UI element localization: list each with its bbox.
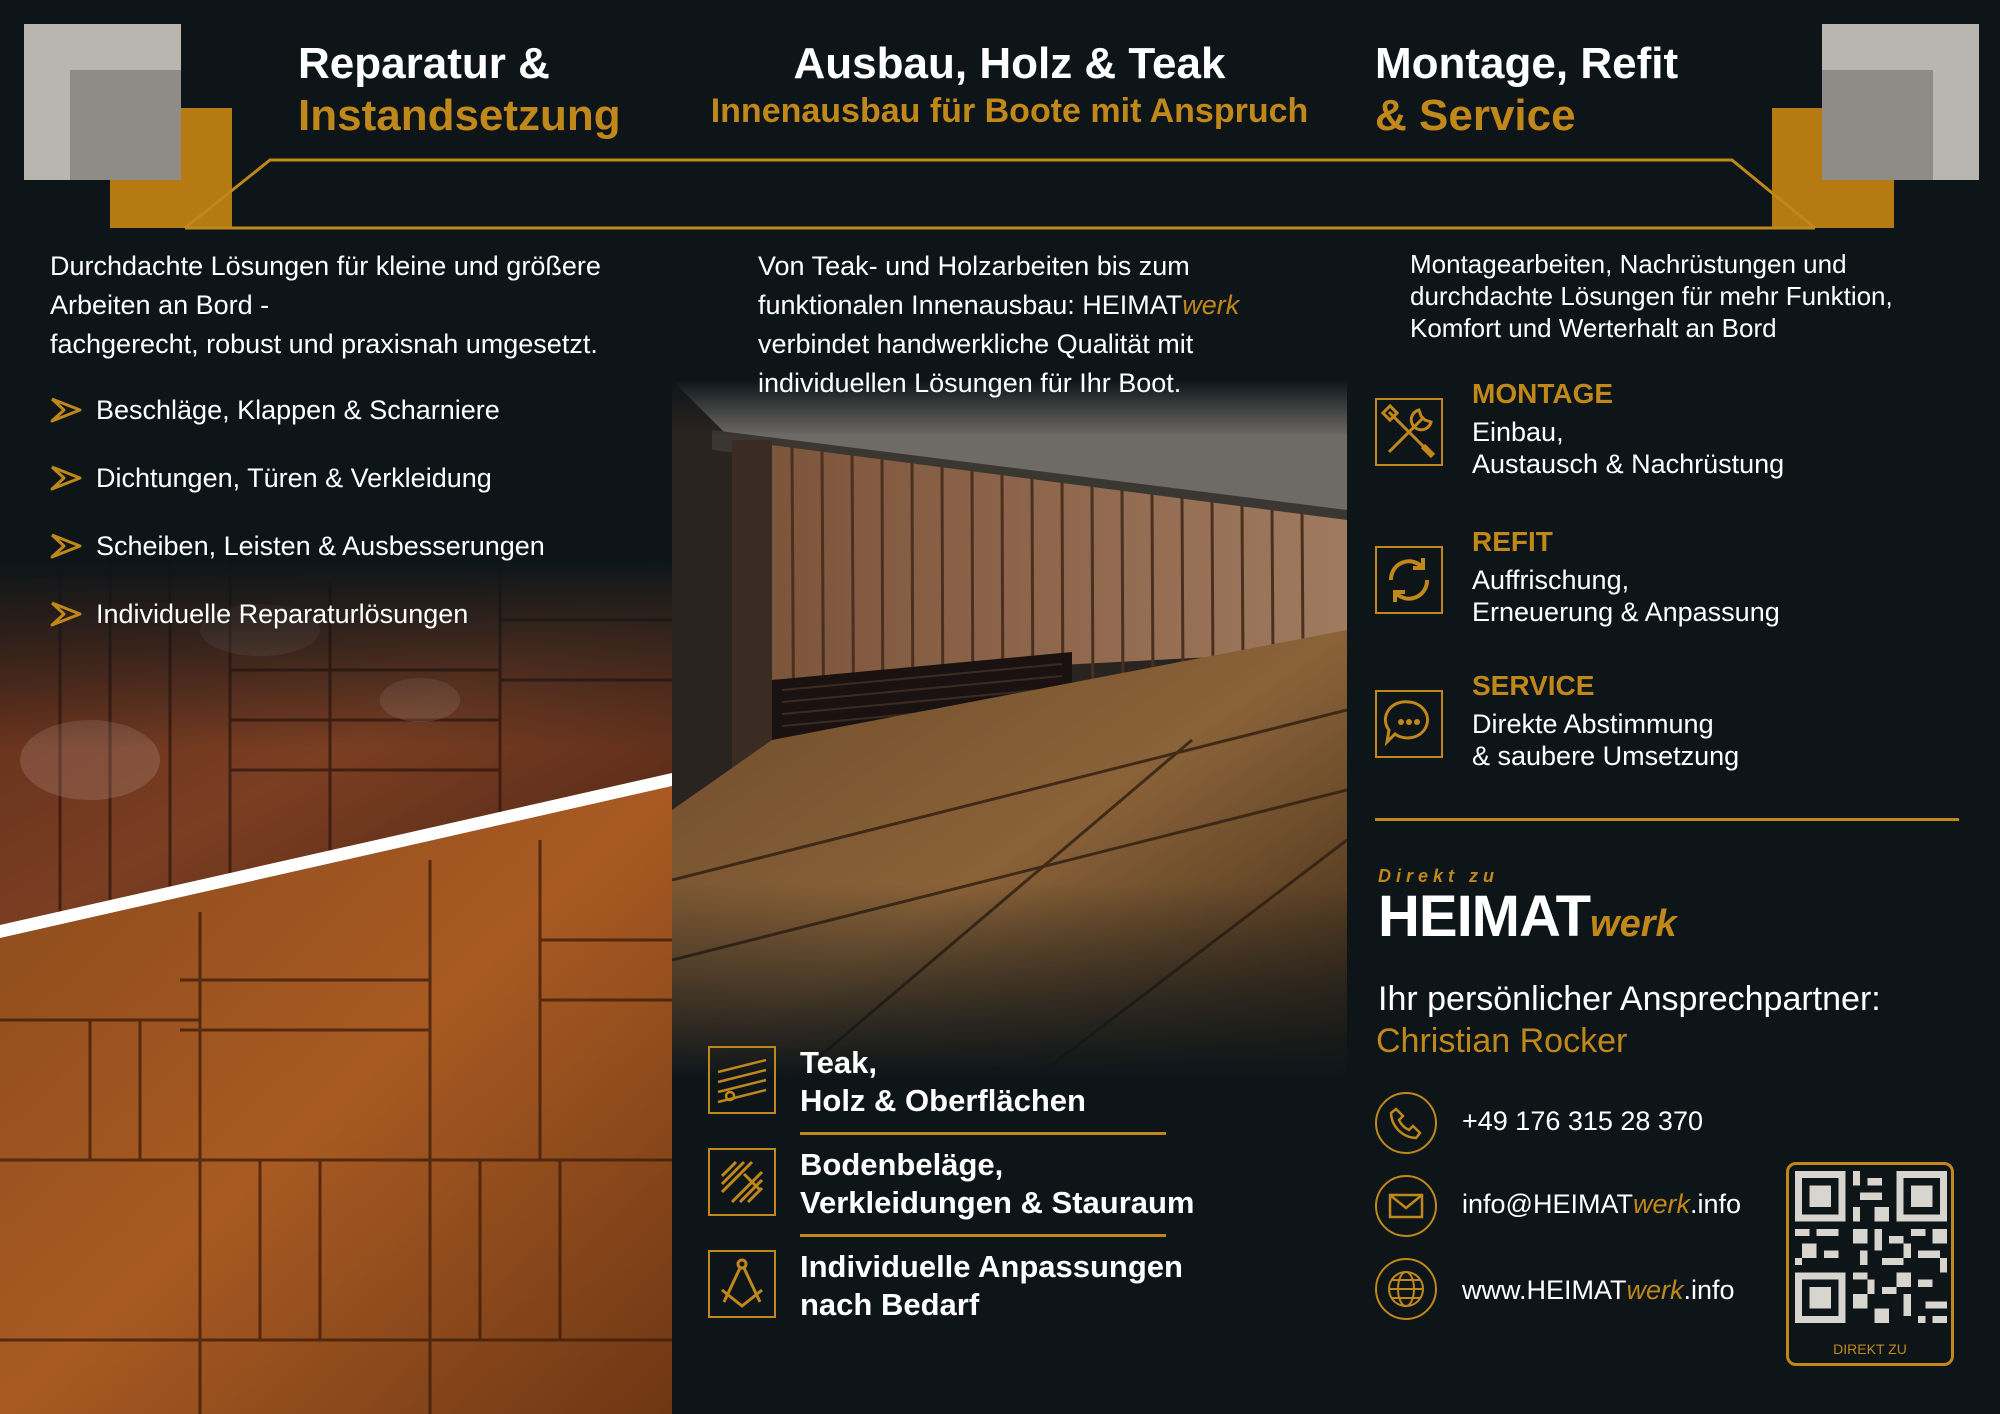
feature-line: Austausch & Nachrüstung — [1472, 449, 1785, 479]
wood-planks-icon — [708, 1046, 776, 1114]
right-intro-line: Montagearbeiten, Nachrüstungen und — [1410, 249, 1847, 279]
tools-icon — [1375, 398, 1443, 466]
list-item — [50, 526, 545, 566]
header-col3 — [1375, 38, 1678, 142]
feature-line: Individuelle Anpassungen — [800, 1249, 1183, 1284]
web-tld: .info — [1683, 1275, 1735, 1305]
feature-line: Erneuerung & Anpassung — [1472, 597, 1780, 627]
middle-intro — [758, 247, 1239, 403]
phone-number[interactable]: +49 176 315 28 370 — [1462, 1106, 1703, 1136]
feature-refit — [1472, 526, 1780, 628]
divider — [800, 1132, 1166, 1135]
list-item-label: Dichtungen, Türen & Verkleidung — [96, 462, 492, 493]
feature-line: Teak, — [800, 1045, 877, 1080]
feature-line: Holz & Oberflächen — [800, 1083, 1086, 1118]
feature-line: Einbau, — [1472, 417, 1564, 447]
middle-intro-line — [758, 286, 1239, 325]
list-item-label: Individuelle Reparaturlösungen — [96, 598, 469, 629]
web-werk: werk — [1626, 1275, 1684, 1305]
list-item-label: Beschläge, Klappen & Scharniere — [96, 394, 500, 425]
email-tld: .info — [1689, 1189, 1742, 1219]
list-item — [50, 458, 545, 498]
divider — [800, 1234, 1166, 1237]
chevron-right-icon — [50, 397, 84, 423]
qr-code[interactable] — [1786, 1162, 1954, 1366]
feature-line: nach Bedarf — [800, 1287, 980, 1322]
email-werk: werk — [1632, 1189, 1690, 1219]
email-link[interactable] — [1462, 1189, 1741, 1220]
middle-intro-line: individuellen Lösungen für Ihr Boot. — [758, 368, 1182, 398]
globe-icon — [1375, 1258, 1437, 1320]
middle-intro-line: Von Teak- und Holzarbeiten bis zum — [758, 251, 1190, 281]
left-intro-line: fachgerecht, robust und praxisnah umgesetzt. — [50, 329, 598, 359]
logo-brand — [1378, 883, 1677, 950]
qr-pattern — [1795, 1171, 1947, 1323]
feature-title: MONTAGE — [1472, 378, 1614, 409]
left-intro-line: Arbeiten an Bord - — [50, 290, 270, 320]
heimatwerk-logo — [1378, 866, 1677, 950]
qr-label: DIREKT ZU — [1833, 1341, 1907, 1357]
parquet-photo — [0, 560, 672, 1414]
email-icon — [1375, 1175, 1437, 1237]
feature-service — [1472, 670, 1739, 772]
feature-line: Bodenbeläge, — [800, 1147, 1004, 1182]
feature-title: REFIT — [1472, 526, 1553, 557]
header-col1-title: Reparatur & — [298, 39, 550, 88]
right-intro-line: durchdachte Lösungen für mehr Funktion, — [1410, 281, 1893, 311]
contact-name: Christian Rocker — [1376, 1022, 1628, 1060]
chevron-right-icon — [50, 601, 84, 627]
chevron-right-icon — [50, 465, 84, 491]
feature-line: Verkleidungen & Stauraum — [800, 1185, 1195, 1220]
list-item — [50, 390, 545, 430]
header-col2-subtitle: Innenausbau für Boote mit Anspruch — [710, 92, 1309, 130]
logo-brand-werk: werk — [1590, 903, 1677, 945]
header-col1 — [298, 38, 621, 142]
feature-line: Auffrischung, — [1472, 565, 1630, 595]
middle-intro-line: verbindet handwerkliche Qualität mit — [758, 329, 1194, 359]
right-divider — [1375, 818, 1959, 821]
logo-tagline: Direkt zu — [1378, 866, 1500, 886]
left-intro-line: Durchdachte Lösungen für kleine und größere — [50, 251, 601, 281]
contact-heading: Ihr persönlicher Ansprechpartner: — [1378, 980, 1881, 1018]
header-col3-title: Montage, Refit — [1375, 39, 1679, 88]
chat-icon — [1375, 690, 1443, 758]
header-col2 — [672, 38, 1347, 131]
left-intro — [50, 247, 601, 364]
feature-title: SERVICE — [1472, 670, 1595, 701]
feature-text — [800, 1044, 1086, 1120]
list-item-label: Scheiben, Leisten & Ausbesserungen — [96, 530, 545, 561]
list-item — [50, 594, 545, 634]
left-bullet-list — [50, 390, 545, 634]
compass-square-icon — [708, 1250, 776, 1318]
parquet-icon — [708, 1148, 776, 1216]
feature-montage — [1472, 378, 1784, 480]
header-col1-subtitle: Instandsetzung — [298, 91, 621, 140]
email-text: info@HEIMAT — [1462, 1189, 1633, 1219]
right-intro — [1410, 248, 1893, 344]
phone-icon — [1375, 1092, 1437, 1154]
header-col2-title: Ausbau, Holz & Teak — [793, 39, 1226, 88]
refresh-icon — [1375, 546, 1443, 614]
header-col3-subtitle: & Service — [1375, 91, 1576, 140]
logo-brand-heimat: HEIMAT — [1378, 884, 1591, 949]
feature-text — [800, 1146, 1195, 1222]
chevron-right-icon — [50, 533, 84, 559]
website-link[interactable] — [1462, 1275, 1735, 1306]
feature-text — [800, 1248, 1183, 1324]
right-intro-line: Komfort und Werterhalt an Bord — [1410, 313, 1777, 343]
feature-line: & saubere Umsetzung — [1472, 741, 1740, 771]
feature-line: Direkte Abstimmung — [1472, 709, 1714, 739]
middle-intro-text: funktionalen Innenausbau: HEIMAT — [758, 290, 1183, 320]
web-text: www.HEIMAT — [1462, 1275, 1627, 1305]
interior-photo — [672, 380, 1347, 1080]
brand-werk: werk — [1182, 290, 1240, 320]
